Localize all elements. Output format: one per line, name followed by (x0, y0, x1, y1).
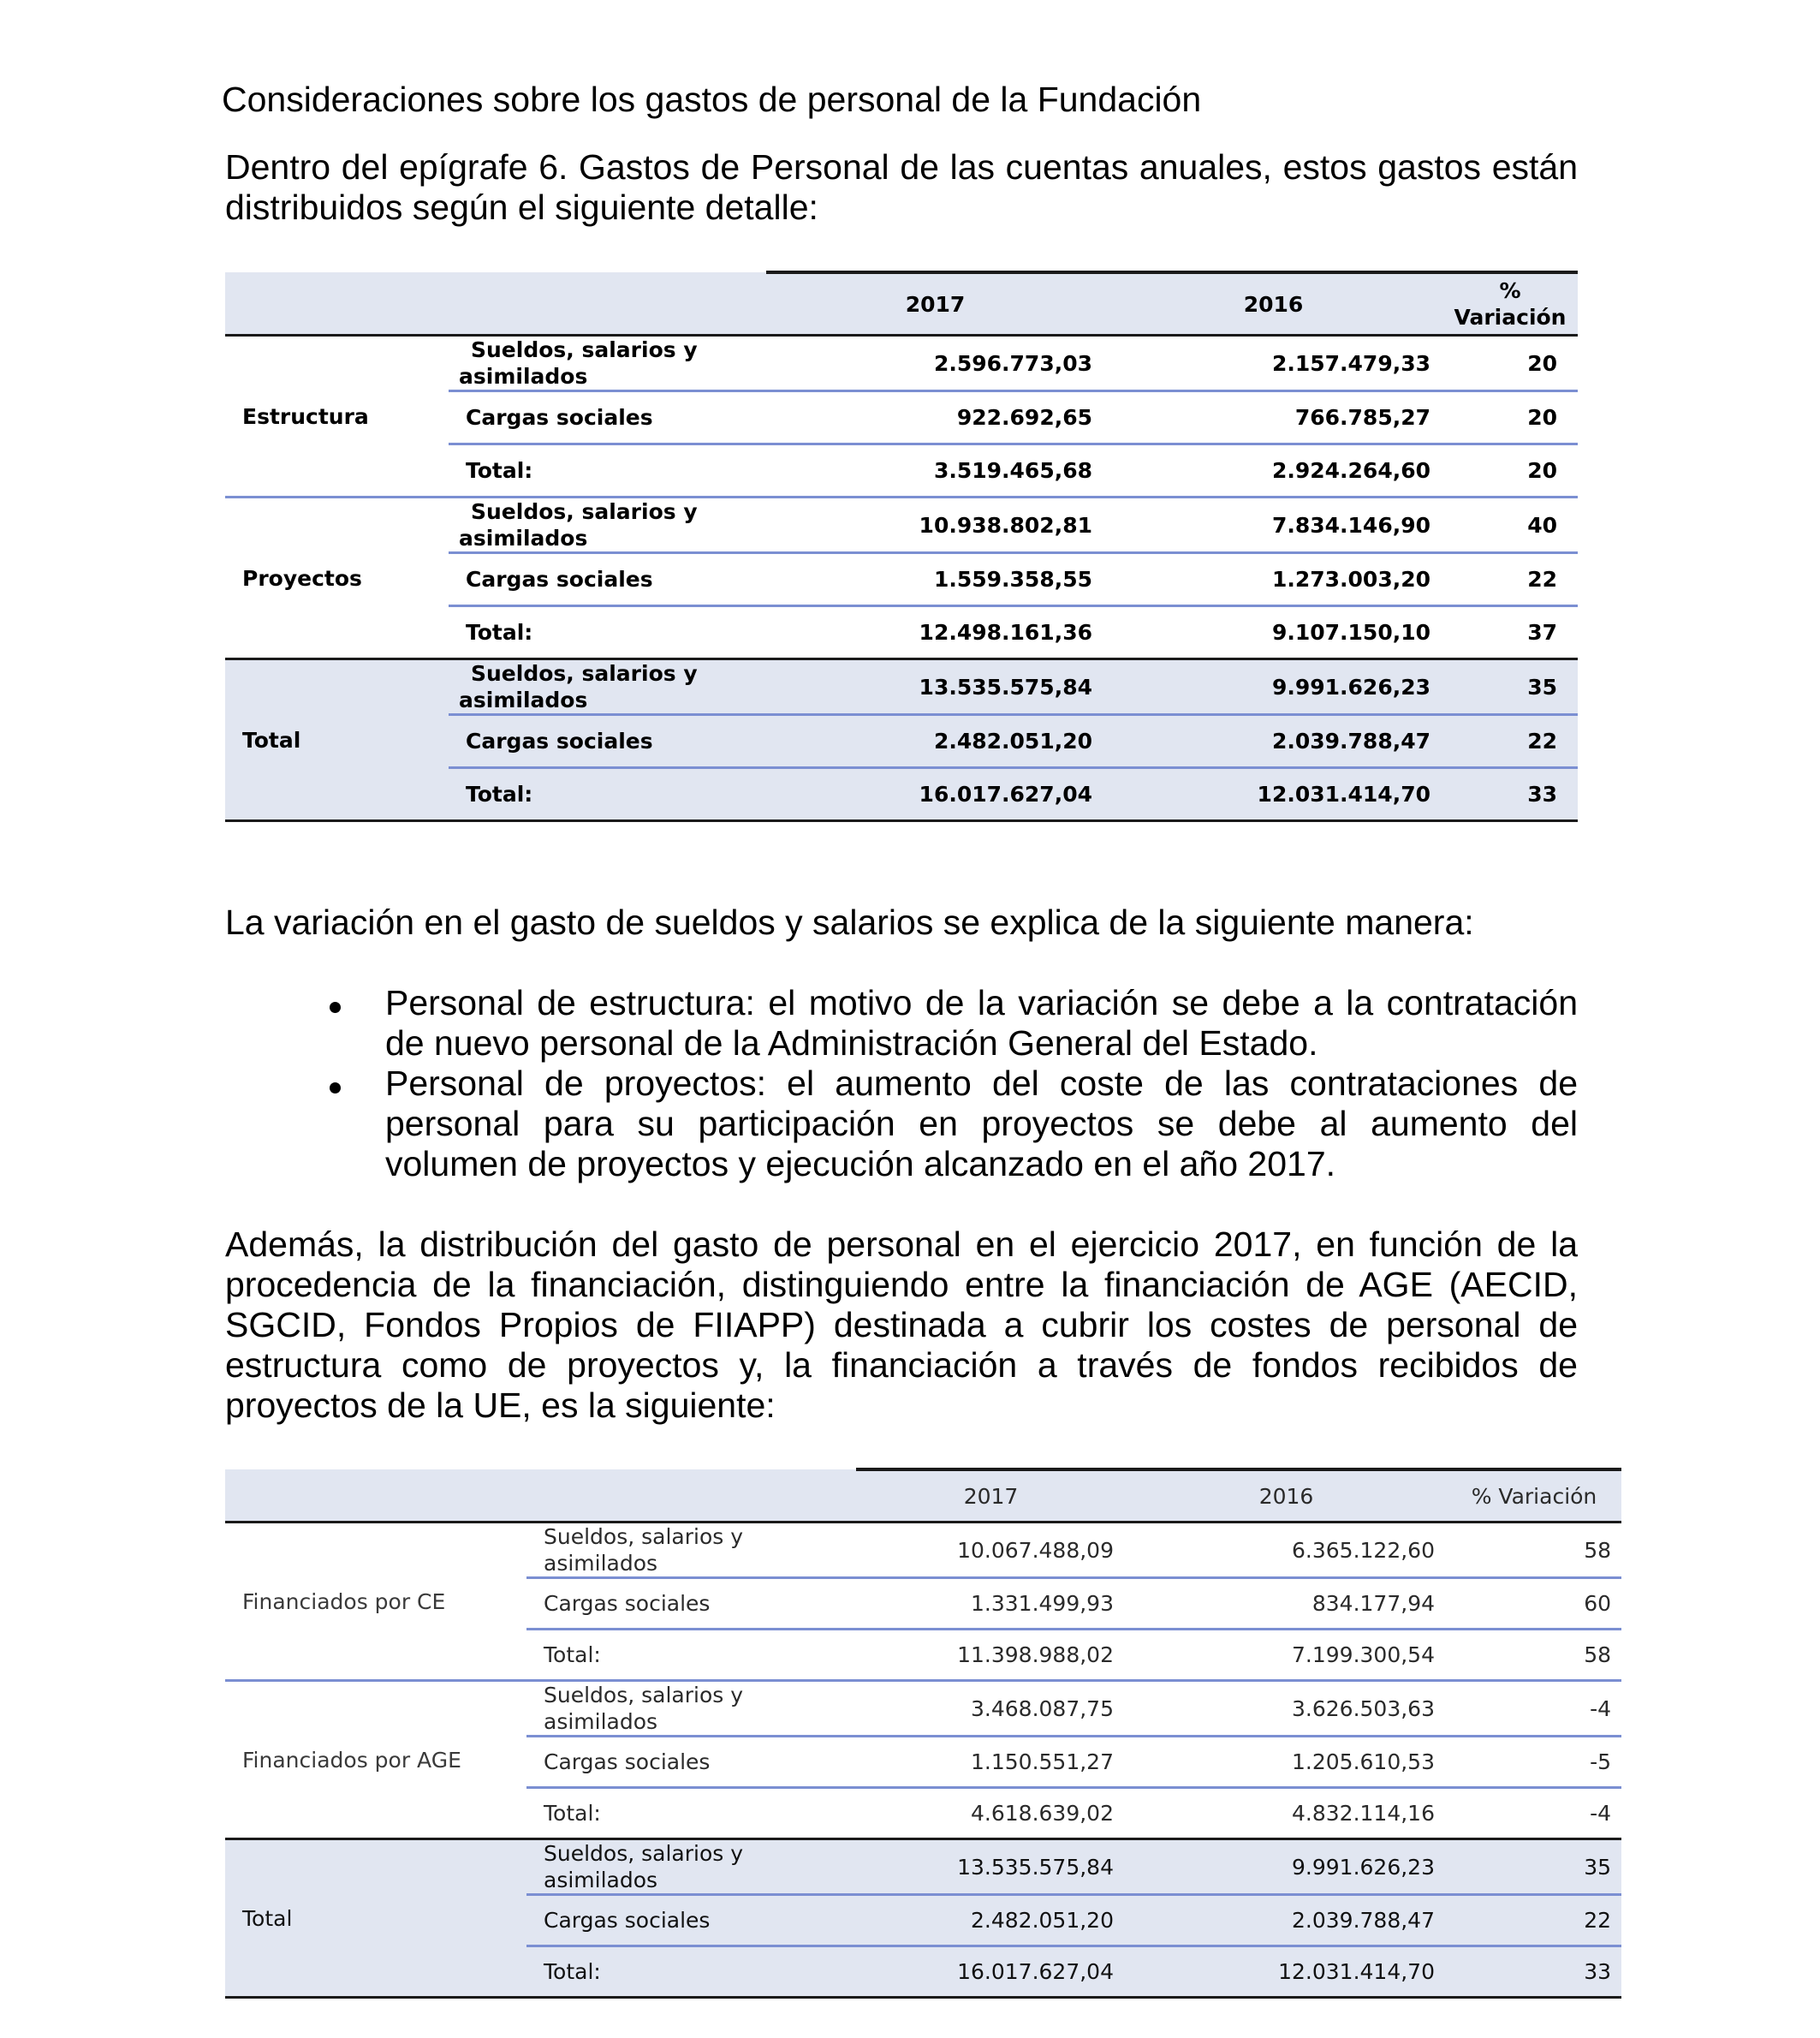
row-label: Sueldos, salarios y asimilados (526, 1681, 856, 1737)
value-2016: 1.273.003,20 (1104, 553, 1442, 606)
list-item: Personal de proyectos: el aumento del coste de las contrataciones de personal para su participación en proyectos se debe al aumento del volumen de proyectos y ejecución alcanzado en el año 2017. (225, 1064, 1578, 1184)
row-label: Sueldos, salarios y asimilados (449, 659, 766, 715)
group-label: Proyectos (225, 498, 449, 659)
value-2017: 2.482.051,20 (766, 715, 1104, 768)
value-2016: 6.365.122,60 (1126, 1523, 1447, 1578)
value-variation: 58 (1447, 1630, 1621, 1681)
row-label: Total: (526, 1788, 856, 1839)
value-2017: 12.498.161,36 (766, 606, 1104, 659)
row-label: Cargas sociales (449, 715, 766, 768)
intro-paragraph: Dentro del epígrafe 6. Gastos de Personal de las cuentas anuales, estos gastos están distribuidos según el siguiente detalle: (225, 147, 1578, 227)
row-label: Cargas sociales (526, 1578, 856, 1630)
value-2016: 9.107.150,10 (1104, 606, 1442, 659)
row-label: Cargas sociales (526, 1895, 856, 1946)
row-label: Total: (526, 1630, 856, 1681)
header-2016: 2016 (1126, 1469, 1447, 1523)
group-label: Financiados por CE (225, 1523, 526, 1681)
row-label: Cargas sociales (449, 553, 766, 606)
table-row (225, 1681, 1621, 1737)
header-2016: 2016 (1104, 272, 1442, 336)
value-2016: 766.785,27 (1104, 391, 1442, 444)
bullet-icon (330, 1082, 341, 1093)
table-row (225, 498, 1578, 553)
value-2017: 16.017.627,04 (766, 768, 1104, 821)
value-variation: 37 (1442, 606, 1578, 659)
value-2017: 922.692,65 (766, 391, 1104, 444)
row-label: Total: (449, 606, 766, 659)
row-label: Cargas sociales (526, 1737, 856, 1788)
value-2016: 2.924.264,60 (1104, 444, 1442, 498)
value-variation: 20 (1442, 391, 1578, 444)
header-2017: 2017 (856, 1469, 1126, 1523)
value-2017: 16.017.627,04 (856, 1946, 1126, 1998)
group-label: Financiados por AGE (225, 1681, 526, 1839)
value-2016: 4.832.114,16 (1126, 1788, 1447, 1839)
value-variation: 20 (1442, 444, 1578, 498)
value-2016: 3.626.503,63 (1126, 1681, 1447, 1737)
row-label: Total: (526, 1946, 856, 1998)
value-2016: 7.199.300,54 (1126, 1630, 1447, 1681)
value-2016: 2.039.788,47 (1126, 1895, 1447, 1946)
variation-paragraph: La variación en el gasto de sueldos y salarios se explica de la siguiente manera: (225, 903, 1474, 942)
value-2016: 12.031.414,70 (1104, 768, 1442, 821)
value-2016: 7.834.146,90 (1104, 498, 1442, 553)
value-variation: 22 (1442, 715, 1578, 768)
bullet-list (225, 983, 1578, 1184)
header-variation: % Variación (1447, 1469, 1621, 1523)
value-2016: 12.031.414,70 (1126, 1946, 1447, 1998)
value-variation: 35 (1447, 1839, 1621, 1895)
table-row (225, 1523, 1621, 1578)
row-label: Cargas sociales (449, 391, 766, 444)
value-2016: 834.177,94 (1126, 1578, 1447, 1630)
value-2016: 9.991.626,23 (1104, 659, 1442, 715)
value-2016: 1.205.610,53 (1126, 1737, 1447, 1788)
value-variation: 35 (1442, 659, 1578, 715)
funding-distribution-table (225, 1468, 1621, 1999)
value-2016: 2.039.788,47 (1104, 715, 1442, 768)
value-variation: 22 (1447, 1895, 1621, 1946)
table-header-row (225, 1469, 1621, 1523)
value-variation: -5 (1447, 1737, 1621, 1788)
table-row (225, 659, 1578, 715)
value-2017: 1.150.551,27 (856, 1737, 1126, 1788)
value-2017: 3.468.087,75 (856, 1681, 1126, 1737)
value-variation: 60 (1447, 1578, 1621, 1630)
value-2017: 13.535.575,84 (766, 659, 1104, 715)
table-row (225, 1839, 1621, 1895)
value-2017: 10.067.488,09 (856, 1523, 1126, 1578)
value-2017: 10.938.802,81 (766, 498, 1104, 553)
value-variation: 33 (1447, 1946, 1621, 1998)
row-label: Sueldos, salarios y asimilados (449, 336, 766, 391)
table-row (225, 336, 1578, 391)
value-variation: -4 (1447, 1788, 1621, 1839)
bullet-icon (330, 1002, 341, 1013)
value-2016: 9.991.626,23 (1126, 1839, 1447, 1895)
row-label: Sueldos, salarios y asimilados (449, 498, 766, 553)
row-label: Total: (449, 444, 766, 498)
value-2017: 2.482.051,20 (856, 1895, 1126, 1946)
row-label: Sueldos, salarios y asimilados (526, 1523, 856, 1578)
header-variation: % Variación (1442, 272, 1578, 336)
value-variation: 58 (1447, 1523, 1621, 1578)
value-2017: 1.559.358,55 (766, 553, 1104, 606)
value-variation: 20 (1442, 336, 1578, 391)
personnel-expenses-table (225, 271, 1578, 822)
value-2017: 11.398.988,02 (856, 1630, 1126, 1681)
list-item: Personal de estructura: el motivo de la variación se debe a la contratación de nuevo personal de la Administración General del Estado. (225, 983, 1578, 1064)
value-variation: 40 (1442, 498, 1578, 553)
section-heading: Consideraciones sobre los gastos de personal de la Fundación (222, 80, 1202, 119)
group-label: Total (225, 1839, 526, 1998)
value-2017: 3.519.465,68 (766, 444, 1104, 498)
value-2017: 4.618.639,02 (856, 1788, 1126, 1839)
row-label: Total: (449, 768, 766, 821)
value-2016: 2.157.479,33 (1104, 336, 1442, 391)
table-header-row (225, 272, 1578, 336)
row-label: Sueldos, salarios y asimilados (526, 1839, 856, 1895)
group-label: Total (225, 659, 449, 821)
value-2017: 2.596.773,03 (766, 336, 1104, 391)
value-2017: 13.535.575,84 (856, 1839, 1126, 1895)
header-2017: 2017 (766, 272, 1104, 336)
distribution-paragraph: Además, la distribución del gasto de personal en el ejercicio 2017, en función de la procedencia de la financiación, distinguiendo entre la financiación de AGE (AECID, SGCID, Fondos Propios de FIIAPP) destinada a cubrir los costes de personal de estructura como de proyectos y, la financiación a través de fondos recibidos de proyectos de la UE, es la siguiente: (225, 1225, 1578, 1425)
value-variation: 22 (1442, 553, 1578, 606)
value-variation: -4 (1447, 1681, 1621, 1737)
value-variation: 33 (1442, 768, 1578, 821)
value-2017: 1.331.499,93 (856, 1578, 1126, 1630)
group-label: Estructura (225, 336, 449, 498)
